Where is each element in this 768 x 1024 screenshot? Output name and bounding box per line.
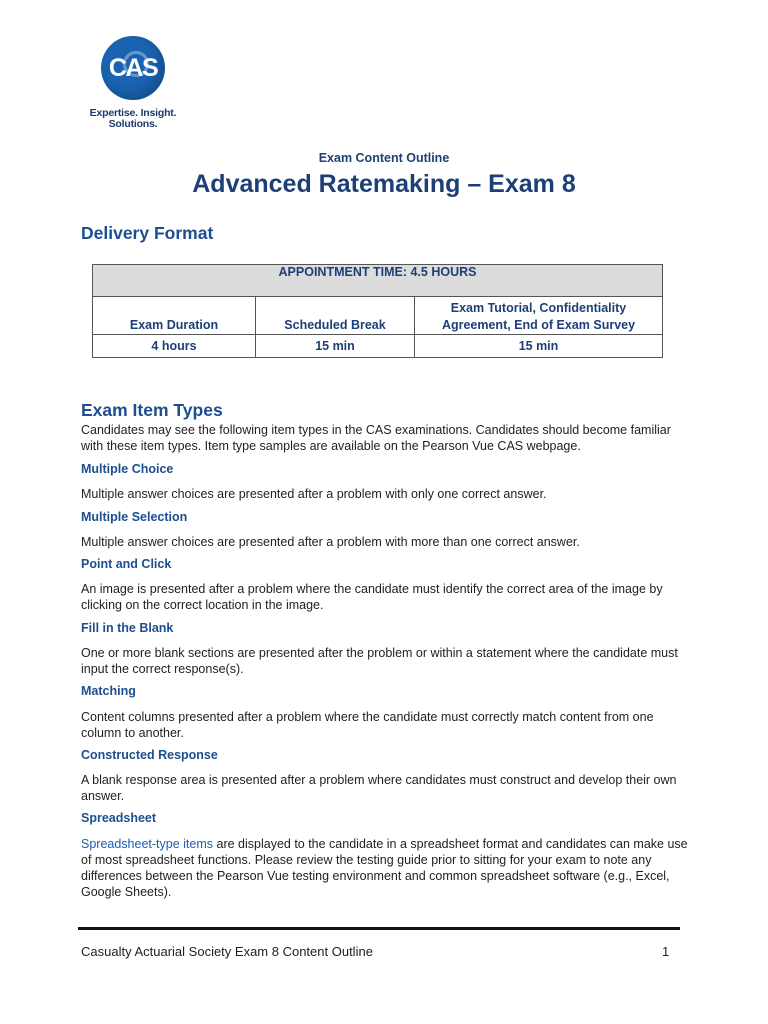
item-text-multiple-selection: Multiple answer choices are presented after a problem with more than one correct answer. [81, 535, 580, 549]
column-header: Exam Duration [93, 297, 256, 335]
item-text-matching: Content columns presented after a problem where the candidate must correctly match content from one column to another. [81, 710, 654, 740]
item-title-point-and-click: Point and Click [81, 557, 172, 571]
cas-logo-mark [101, 36, 165, 100]
item-title-fill-in-the-blank: Fill in the Blank [81, 621, 174, 635]
exam-item-types-heading: Exam Item Types [81, 400, 223, 420]
document-kicker: Exam Content Outline [318, 151, 450, 165]
footer-divider [78, 927, 680, 930]
item-title-spreadsheet: Spreadsheet [81, 811, 157, 825]
spreadsheet-items-text: are displayed to the candidate in a spreadsheet format and candidates can make use of most spreadsheet functions. Please review the testing guide prior to sitting for your exam to note any differences between the Pearson Vue testing environment and common spreadsheet software (e.g., Excel, Google Sheets). [81, 837, 688, 899]
footer-text: Casualty Actuarial Society Exam 8 Content Outline [81, 944, 373, 959]
item-text-constructed-response: A blank response area is presented after a problem where candidates must construct and develop their own answer. [81, 773, 677, 803]
item-types-intro: Candidates may see the following item types in the CAS examinations. Candidates should become familiar with these item types. Item type samples are available on the Pearson Vue CAS webpage. [81, 423, 671, 453]
item-text-point-and-click: An image is presented after a problem where the candidate must identify the correct area of the image by clicking on the correct location in the image. [81, 582, 663, 612]
spreadsheet-items-link[interactable]: Spreadsheet-type items [81, 837, 214, 851]
cas-logo [83, 36, 183, 130]
logo-tagline: Expertise. Insight. Solutions. [89, 107, 177, 130]
item-text-spreadsheet [81, 836, 691, 900]
appointment-time-cell: APPOINTMENT TIME: 4.5 HOURS [93, 265, 663, 297]
cas-logo-text: CAS [108, 53, 158, 82]
item-title-constructed-response: Constructed Response [81, 748, 218, 762]
item-text-multiple-choice: Multiple answer choices are presented after a problem with only one correct answer. [81, 487, 547, 501]
document-title: Advanced Ratemaking – Exam 8 [192, 170, 576, 198]
item-title-matching: Matching [81, 684, 136, 698]
item-title-multiple-choice: Multiple Choice [81, 462, 174, 476]
table-cell: 4 hours [93, 335, 256, 358]
item-title-multiple-selection: Multiple Selection [81, 510, 188, 524]
delivery-format-heading: Delivery Format [81, 223, 214, 243]
page-number: 1 [662, 944, 670, 959]
item-text-fill-in-the-blank: One or more blank sections are presented after the problem or within a statement where the candidate must input the correct response(s). [81, 646, 678, 676]
column-header: Exam Tutorial, Confidentiality Agreement, End of Exam Survey [415, 297, 663, 335]
appointment-table [92, 264, 663, 358]
column-header: Scheduled Break [256, 297, 415, 335]
table-cell: 15 min [415, 335, 663, 358]
table-cell: 15 min [256, 335, 415, 358]
